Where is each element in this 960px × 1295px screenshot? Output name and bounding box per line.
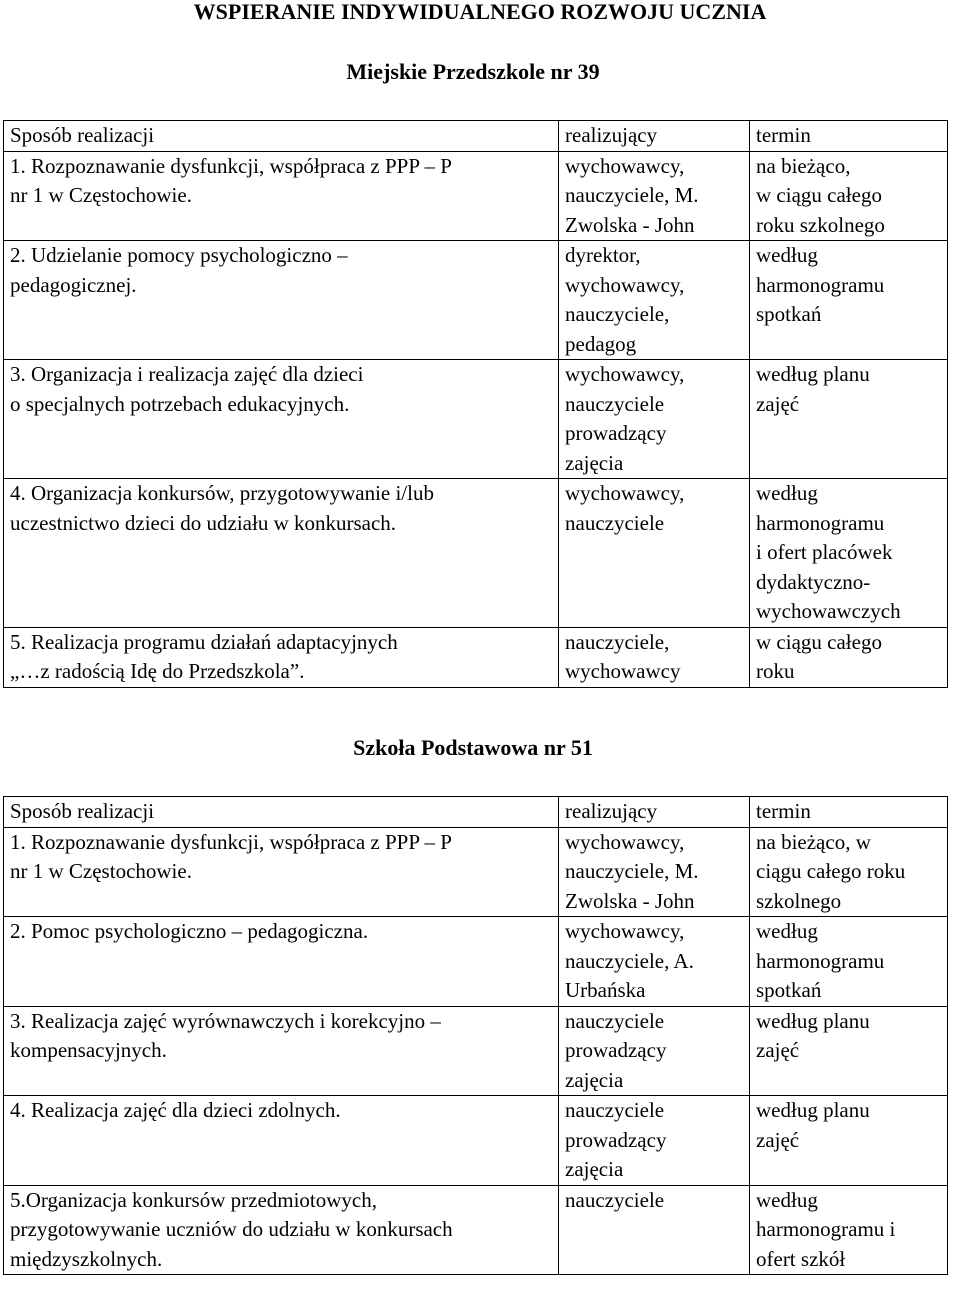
- szkola-table: [3, 796, 948, 1275]
- cell-realizujacy: wychowawcy, nauczyciele, M. Zwolska - John: [559, 151, 750, 241]
- przedszkole-table: [3, 120, 948, 688]
- header-realizujacy: realizujący: [559, 121, 750, 152]
- section-title-szkola: Szkoła Podstawowa nr 51: [353, 735, 593, 760]
- cell-sposob: 4. Organizacja konkursów, przygotowywanie i/lub uczestnictwo dzieci do udziału w konkursach.: [4, 479, 559, 628]
- cell-termin: na bieżąco, w ciągu całego roku szkolnego: [750, 827, 948, 917]
- cell-sposob: 3. Realizacja zajęć wyrównawczych i korekcyjno – kompensacyjnych.: [4, 1006, 559, 1096]
- header-termin: termin: [750, 797, 948, 828]
- cell-realizujacy: nauczyciele, wychowawcy: [559, 627, 750, 687]
- cell-sposob: 1. Rozpoznawanie dysfunkcji, współpraca z PPP – P nr 1 w Częstochowie.: [4, 151, 559, 241]
- table-row: [4, 360, 948, 479]
- cell-sposob: 5. Realizacja programu działań adaptacyjnych „…z radością Idę do Przedszkola”.: [4, 627, 559, 687]
- cell-sposob: 5.Organizacja konkursów przedmiotowych, przygotowywanie uczniów do udziału w konkursach międzyszkolnych.: [4, 1185, 559, 1275]
- table-row: [4, 917, 948, 1007]
- cell-realizujacy: nauczyciele prowadzący zajęcia: [559, 1006, 750, 1096]
- cell-termin: w ciągu całego roku: [750, 627, 948, 687]
- cell-realizujacy: wychowawcy, nauczyciele, M. Zwolska - John: [559, 827, 750, 917]
- cell-realizujacy: nauczyciele: [559, 1185, 750, 1275]
- cell-termin: według planu zajęć: [750, 1006, 948, 1096]
- table-header-row: [4, 797, 948, 828]
- table-row: [4, 479, 948, 628]
- table-header-row: [4, 121, 948, 152]
- cell-realizujacy: wychowawcy, nauczyciele prowadzący zajęcia: [559, 360, 750, 479]
- cell-realizujacy: dyrektor, wychowawcy, nauczyciele, pedagog: [559, 241, 750, 360]
- table-row: [4, 1185, 948, 1275]
- cell-termin: według harmonogramu i ofert szkół: [750, 1185, 948, 1275]
- cell-sposob: 4. Realizacja zajęć dla dzieci zdolnych.: [4, 1096, 559, 1186]
- table-row: [4, 241, 948, 360]
- section-title-przedszkole: Miejskie Przedszkole nr 39: [346, 59, 600, 84]
- cell-termin: według harmonogramu i ofert placówek dydaktyczno- wychowawczych: [750, 479, 948, 628]
- cell-realizujacy: nauczyciele prowadzący zajęcia: [559, 1096, 750, 1186]
- cell-termin: według planu zajęć: [750, 1096, 948, 1186]
- table-row: [4, 1096, 948, 1186]
- cell-sposob: 2. Pomoc psychologiczno – pedagogiczna.: [4, 917, 559, 1007]
- document-title: WSPIERANIE INDYWIDUALNEGO ROZWOJU UCZNIA: [193, 0, 767, 24]
- cell-termin: na bieżąco, w ciągu całego roku szkolnego: [750, 151, 948, 241]
- cell-sposob: 2. Udzielanie pomocy psychologiczno – pedagogicznej.: [4, 241, 559, 360]
- cell-sposob: 1. Rozpoznawanie dysfunkcji, współpraca z PPP – P nr 1 w Częstochowie.: [4, 827, 559, 917]
- cell-realizujacy: wychowawcy, nauczyciele, A. Urbańska: [559, 917, 750, 1007]
- header-termin: termin: [750, 121, 948, 152]
- header-sposob: Sposób realizacji: [4, 797, 559, 828]
- table-row: [4, 827, 948, 917]
- cell-termin: według harmonogramu spotkań: [750, 917, 948, 1007]
- cell-realizujacy: wychowawcy, nauczyciele: [559, 479, 750, 628]
- cell-termin: według planu zajęć: [750, 360, 948, 479]
- table-row: [4, 151, 948, 241]
- header-realizujacy: realizujący: [559, 797, 750, 828]
- header-sposob: Sposób realizacji: [4, 121, 559, 152]
- table-row: [4, 1006, 948, 1096]
- table-row: [4, 627, 948, 687]
- cell-sposob: 3. Organizacja i realizacja zajęć dla dzieci o specjalnych potrzebach edukacyjnych.: [4, 360, 559, 479]
- cell-termin: według harmonogramu spotkań: [750, 241, 948, 360]
